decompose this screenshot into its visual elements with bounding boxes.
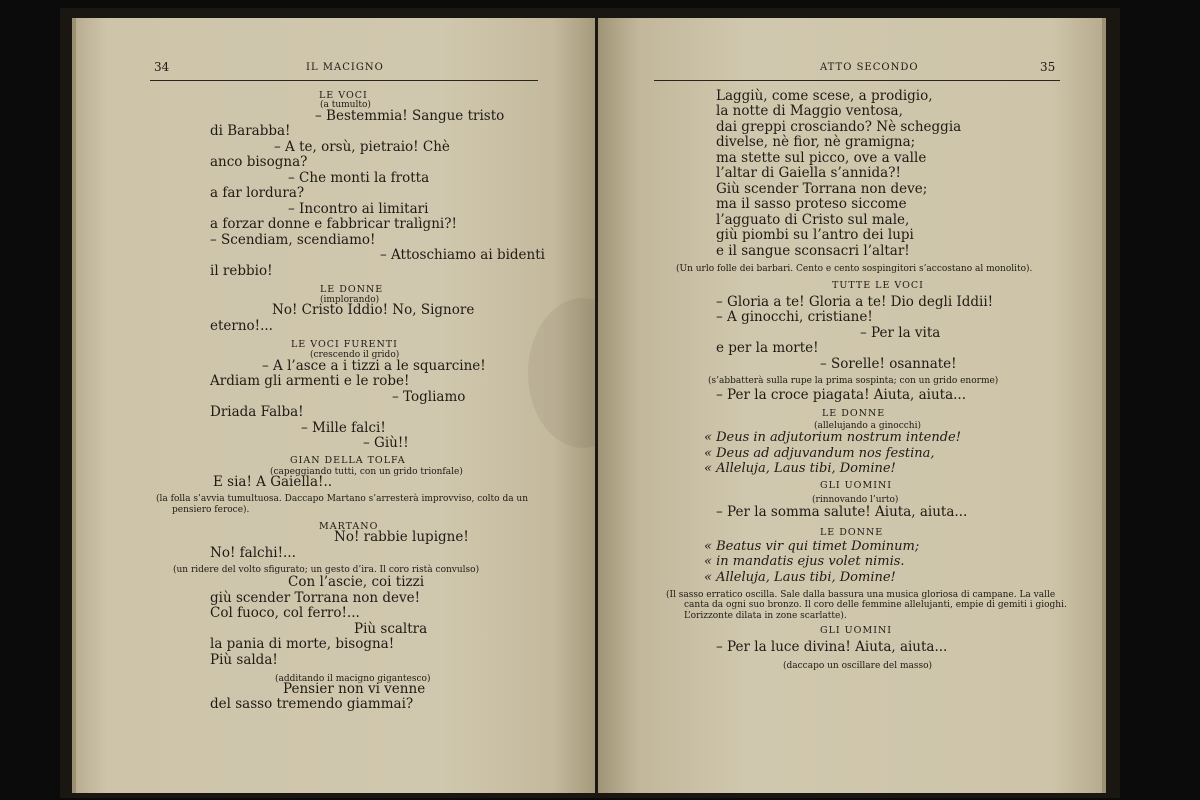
verse-line: – Per la luce divina! Aiuta, aiuta...: [716, 638, 948, 655]
speaker-name: LE VOCI: [319, 89, 368, 101]
stage-direction: (additando il macigno gigantesco): [275, 673, 431, 684]
verse-line: – Incontro ai limitari: [288, 200, 429, 217]
running-head: ATTO SECONDO: [820, 62, 919, 73]
verse-line: « Alleluja, Laus tibi, Domine!: [704, 461, 896, 477]
verse-line: e il sangue sconsacri l’altar!: [716, 242, 910, 259]
stage-direction: (s’abbatterà sulla rupe la prima sospinta; con un grido enorme): [708, 376, 999, 387]
verse-line: Giù scender Torrana non deve;: [716, 180, 928, 197]
header-rule: [654, 80, 1060, 81]
header-rule: [150, 80, 538, 81]
stage-direction: (Un urlo folle dei barbari. Cento e cento sospingitori s’accostano al monolito).: [676, 264, 1033, 275]
page-number: 34: [154, 60, 170, 74]
verse-line: No! Cristo Iddio! No, Signore: [272, 302, 475, 319]
verse-line: a far lordura?: [210, 185, 305, 202]
speaker-name: GIAN DELLA TOLFA: [290, 455, 406, 467]
speaker-name: GLI UOMINI: [820, 625, 893, 637]
speaker-name: TUTTE LE VOCI: [832, 280, 924, 292]
verse-line: – Per la somma salute! Aiuta, aiuta...: [716, 504, 968, 521]
verse-line: a forzar donne e fabbricar tralìgni?!: [210, 216, 457, 233]
verse-line: – Mille falci!: [301, 419, 386, 436]
verse-line: giù scender Torrana non deve!: [210, 589, 421, 606]
verse-line: – A l’asce a i tizzi a le squarcine!: [262, 357, 486, 374]
stage-direction: (Il sasso erratico oscilla. Sale dalla bassura una musica gloriosa di campane. La valle: [666, 589, 1056, 600]
stage-direction: (allelujando a ginocchi): [814, 420, 921, 431]
verse-line: – Per la vita: [860, 324, 941, 341]
right-page: [598, 18, 1106, 793]
page-number: 35: [1040, 60, 1056, 74]
verse-line: E sia! A Gaiella!..: [213, 473, 333, 490]
stage-direction: (implorando): [320, 295, 380, 306]
verse-line: Con l’ascie, coi tizzi: [288, 573, 425, 590]
verse-line: l’altar di Gaiella s’annida?!: [716, 165, 901, 182]
verse-line: – Giù!!: [363, 435, 409, 452]
verse-line: Col fuoco, col ferro!...: [210, 605, 360, 622]
verse-line: dai greppi crosciando? Nè scheggia: [716, 118, 962, 135]
stage-direction: (crescendo il grido): [310, 350, 400, 361]
speaker-name: GLI UOMINI: [820, 480, 893, 492]
verse-line: – Per la croce piagata! Aiuta, aiuta...: [716, 386, 967, 403]
verse-line: l’agguato di Cristo sul male,: [716, 211, 910, 228]
verse-line: Più salda!: [210, 651, 278, 668]
verse-line: – Attoschiamo ai bidenti: [380, 247, 545, 264]
verse-line: divelse, nè fior, nè gramigna;: [716, 134, 916, 151]
verse-line: No! falchi!...: [210, 544, 296, 561]
left-page: [72, 18, 595, 793]
verse-line: – Scendiam, scendiamo!: [210, 231, 376, 248]
verse-line: – Sorelle! osannate!: [820, 355, 957, 372]
verse-line: eterno!...: [210, 317, 273, 334]
stage-direction: (capeggiando tutti, con un grido trionfale): [270, 466, 463, 477]
running-head: IL MACIGNO: [306, 62, 384, 73]
verse-line: – A te, orsù, pietraio! Chè: [274, 138, 450, 155]
speaker-name: LE DONNE: [320, 283, 384, 295]
verse-line: la pania di morte, bisogna!: [210, 636, 395, 653]
verse-line: – A ginocchi, cristiane!: [716, 309, 873, 326]
verse-line: di Barabba!: [210, 123, 291, 140]
stage-direction: canta da ogni suo bronzo. Il coro delle femmine allelujanti, empie di gemiti i gioghi.: [684, 600, 1067, 611]
verse-line: « in mandatis ejus volet nimis.: [704, 554, 905, 570]
stage-direction: (un ridere del volto sfigurato; un gesto d’ira. Il coro ristà convulso): [173, 564, 480, 575]
speaker-name: LE DONNE: [822, 407, 886, 419]
speaker-name: LE VOCI FURENTI: [291, 338, 398, 350]
verse-line: – Togliamo: [392, 388, 466, 405]
verse-line: Laggiù, come scese, a prodigio,: [716, 87, 933, 104]
verse-line: ma stette sul picco, ove a valle: [716, 149, 927, 166]
verse-line: e per la morte!: [716, 340, 819, 357]
verse-line: il rebbio!: [210, 262, 273, 279]
verse-line: ma il sasso proteso siccome: [716, 196, 907, 213]
verse-line: del sasso tremendo giammai?: [210, 696, 414, 713]
verse-line: giù piombi su l’antro dei lupi: [716, 227, 914, 244]
stage-direction: (la folla s’avvia tumultuosa. Daccapo Martano s’arresterà improvviso, colto da un: [156, 494, 529, 505]
verse-line: – Bestemmia! Sangue tristo: [315, 107, 505, 124]
verse-line: « Deus in adjutorium nostrum intende!: [704, 430, 961, 446]
verse-line: Driada Falba!: [210, 404, 304, 421]
speaker-name: LE DONNE: [820, 526, 884, 538]
stage-direction: (daccapo un oscillare del masso): [783, 660, 933, 671]
stage-direction: L’orizzonte dilata in zone scarlatte).: [684, 610, 847, 621]
speaker-name: MARTANO: [319, 520, 379, 532]
verse-line: « Deus ad adjuvandum nos festina,: [704, 445, 935, 461]
verse-line: – Gloria a te! Gloria a te! Dio degli Iddii!: [716, 293, 994, 310]
verse-line: Pensier non vi venne: [283, 680, 426, 697]
verse-line: Più scaltra: [354, 620, 428, 637]
verse-line: No! rabbie lupigne!: [334, 529, 469, 546]
verse-line: la notte di Maggio ventosa,: [716, 103, 903, 120]
verse-line: « Beatus vir qui timet Dominum;: [704, 538, 920, 554]
stage-direction: (a tumulto): [320, 100, 371, 111]
verse-line: « Alleluja, Laus tibi, Domine!: [704, 569, 896, 585]
open-book: [60, 8, 1120, 798]
stage-direction: pensiero feroce).: [172, 504, 250, 515]
verse-line: Ardiam gli armenti e le robe!: [210, 373, 410, 390]
stage-direction: (rinnovando l’urto): [812, 495, 899, 506]
verse-line: anco bisogna?: [210, 154, 308, 171]
verse-line: – Che monti la frotta: [288, 169, 430, 186]
